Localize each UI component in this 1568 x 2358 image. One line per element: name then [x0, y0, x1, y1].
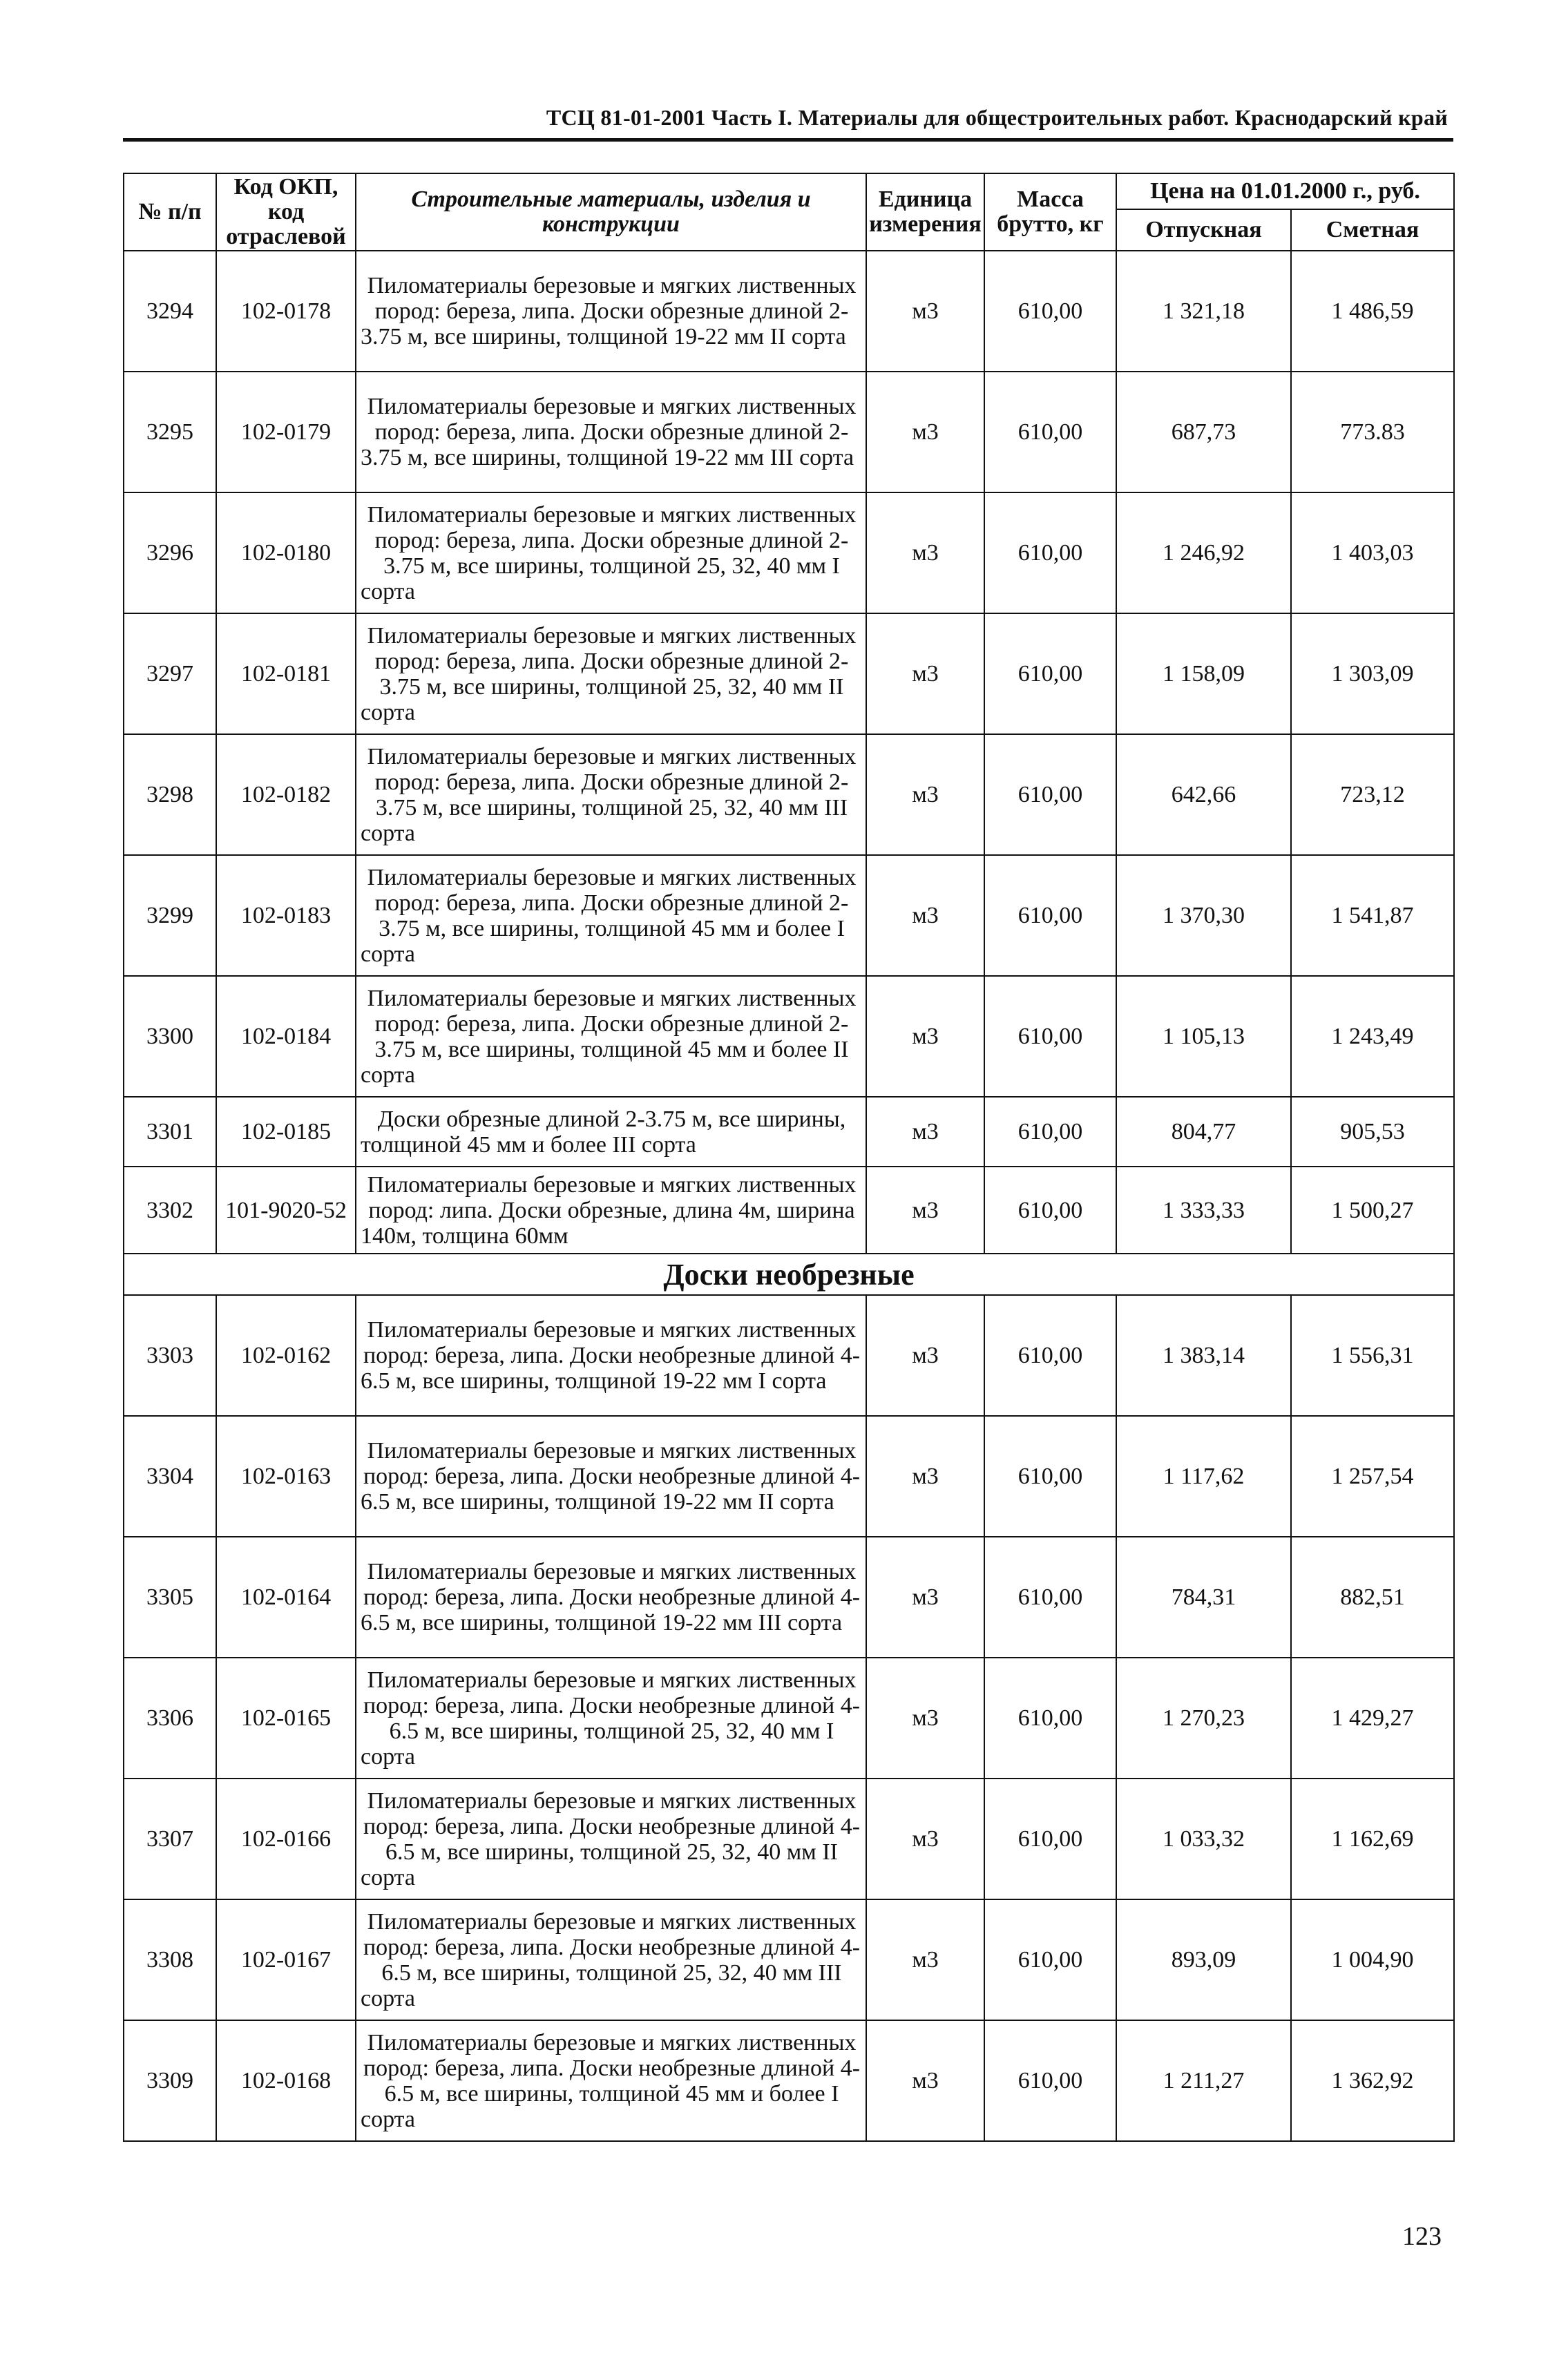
row-estimate-price: 773.83	[1291, 372, 1454, 492]
row-code: 102-0182	[216, 734, 356, 855]
row-estimate-price: 905,53	[1291, 1097, 1454, 1167]
row-unit: м3	[866, 613, 984, 734]
row-estimate-price: 1 162,69	[1291, 1779, 1454, 1899]
row-description: Пиломатериалы березовые и мягких лиственных пород: береза, липа. Доски необрезные длиной 4-6.5 м, все ширины, толщиной 25, 32, 40 мм I сорта	[356, 1658, 866, 1779]
row-estimate-price: 882,51	[1291, 1537, 1454, 1658]
row-num: 3305	[124, 1537, 216, 1658]
row-num: 3296	[124, 492, 216, 613]
row-code: 102-0181	[216, 613, 356, 734]
row-description: Пиломатериалы березовые и мягких лиственных пород: береза, липа. Доски необрезные длиной 4-6.5 м, все ширины, толщиной 45 мм и более I сорта	[356, 2020, 866, 2141]
row-unit: м3	[866, 492, 984, 613]
table-row	[124, 855, 1454, 976]
row-code: 102-0183	[216, 855, 356, 976]
row-num: 3309	[124, 2020, 216, 2141]
row-num: 3303	[124, 1295, 216, 1416]
table-row	[124, 1295, 1454, 1416]
table-row	[124, 2020, 1454, 2141]
row-num: 3299	[124, 855, 216, 976]
row-release-price: 1 333,33	[1116, 1167, 1291, 1254]
row-release-price: 804,77	[1116, 1097, 1291, 1167]
row-code: 102-0165	[216, 1658, 356, 1779]
row-release-price: 642,66	[1116, 734, 1291, 855]
row-num: 3306	[124, 1658, 216, 1779]
row-num: 3307	[124, 1779, 216, 1899]
row-code: 102-0162	[216, 1295, 356, 1416]
row-estimate-price: 1 429,27	[1291, 1658, 1454, 1779]
row-code: 102-0184	[216, 976, 356, 1097]
row-code: 102-0164	[216, 1537, 356, 1658]
row-unit: м3	[866, 1416, 984, 1537]
row-description: Пиломатериалы березовые и мягких лиственных пород: береза, липа. Доски необрезные длиной 4-6.5 м, все ширины, толщиной 19-22 мм I сорта	[356, 1295, 866, 1416]
row-estimate-price: 1 243,49	[1291, 976, 1454, 1097]
row-estimate-price: 1 500,27	[1291, 1167, 1454, 1254]
col-header-price-group: Цена на 01.01.2000 г., руб.	[1116, 173, 1454, 209]
row-mass: 610,00	[984, 372, 1116, 492]
header-divider	[123, 138, 1453, 142]
row-unit: м3	[866, 1537, 984, 1658]
row-unit: м3	[866, 855, 984, 976]
row-code: 102-0178	[216, 251, 356, 372]
row-release-price: 1 211,27	[1116, 2020, 1291, 2141]
col-header-material: Строительные материалы, изделия и конструкции	[356, 173, 866, 251]
row-num: 3302	[124, 1167, 216, 1254]
row-estimate-price: 723,12	[1291, 734, 1454, 855]
row-release-price: 1 383,14	[1116, 1295, 1291, 1416]
row-description: Пиломатериалы березовые и мягких лиственных пород: береза, липа. Доски обрезные длиной 2-3.75 м, все ширины, толщиной 19-22 мм III сорта	[356, 372, 866, 492]
row-description: Пиломатериалы березовые и мягких лиственных пород: береза, липа. Доски обрезные длиной 2-3.75 м, все ширины, толщиной 25, 32, 40 мм II сорта	[356, 613, 866, 734]
row-description: Пиломатериалы березовые и мягких лиственных пород: береза, липа. Доски обрезные длиной 2-3.75 м, все ширины, толщиной 45 мм и более II сорта	[356, 976, 866, 1097]
col-header-unit: Единица измерения	[866, 173, 984, 251]
row-release-price: 784,31	[1116, 1537, 1291, 1658]
table-row	[124, 1658, 1454, 1779]
row-release-price: 687,73	[1116, 372, 1291, 492]
table-row	[124, 1097, 1454, 1167]
table-row	[124, 976, 1454, 1097]
row-unit: м3	[866, 734, 984, 855]
row-release-price: 1 105,13	[1116, 976, 1291, 1097]
row-estimate-price: 1 257,54	[1291, 1416, 1454, 1537]
table-row	[124, 492, 1454, 613]
row-release-price: 1 246,92	[1116, 492, 1291, 613]
row-code: 102-0166	[216, 1779, 356, 1899]
row-num: 3295	[124, 372, 216, 492]
row-release-price: 1 321,18	[1116, 251, 1291, 372]
row-mass: 610,00	[984, 1537, 1116, 1658]
row-mass: 610,00	[984, 2020, 1116, 2141]
page-number: 123	[1402, 2222, 1442, 2251]
row-mass: 610,00	[984, 492, 1116, 613]
row-description: Пиломатериалы березовые и мягких лиственных пород: береза, липа. Доски обрезные длиной 2-3.75 м, все ширины, толщиной 25, 32, 40 мм III сорта	[356, 734, 866, 855]
table-row	[124, 1416, 1454, 1537]
row-description: Доски обрезные длиной 2-3.75 м, все ширины, толщиной 45 мм и более III сорта	[356, 1097, 866, 1167]
row-unit: м3	[866, 2020, 984, 2141]
row-description: Пиломатериалы березовые и мягких лиственных пород: береза, липа. Доски обрезные длиной 2-3.75 м, все ширины, толщиной 25, 32, 40 мм I сорта	[356, 492, 866, 613]
row-mass: 610,00	[984, 1899, 1116, 2020]
row-num: 3297	[124, 613, 216, 734]
row-release-price: 1 033,32	[1116, 1779, 1291, 1899]
col-header-estimate: Сметная	[1291, 209, 1454, 251]
row-code: 102-0179	[216, 372, 356, 492]
row-release-price: 1 270,23	[1116, 1658, 1291, 1779]
section-title: Доски необрезные	[124, 1254, 1454, 1295]
row-code: 102-0168	[216, 2020, 356, 2141]
row-description: Пиломатериалы березовые и мягких лиственных пород: береза, липа. Доски необрезные длиной 4-6.5 м, все ширины, толщиной 19-22 мм III сорта	[356, 1537, 866, 1658]
table-row	[124, 1167, 1454, 1254]
row-estimate-price: 1 486,59	[1291, 251, 1454, 372]
row-description: Пиломатериалы березовые и мягких лиственных пород: береза, липа. Доски необрезные длиной 4-6.5 м, все ширины, толщиной 25, 32, 40 мм II сорта	[356, 1779, 866, 1899]
row-code: 102-0163	[216, 1416, 356, 1537]
row-release-price: 1 158,09	[1116, 613, 1291, 734]
row-num: 3300	[124, 976, 216, 1097]
table-row	[124, 1899, 1454, 2020]
row-num: 3301	[124, 1097, 216, 1167]
row-description: Пиломатериалы березовые и мягких лиственных пород: береза, липа. Доски необрезные длиной 4-6.5 м, все ширины, толщиной 19-22 мм II сорта	[356, 1416, 866, 1537]
row-mass: 610,00	[984, 1097, 1116, 1167]
table-row	[124, 613, 1454, 734]
row-mass: 610,00	[984, 1416, 1116, 1537]
table-row	[124, 251, 1454, 372]
row-estimate-price: 1 556,31	[1291, 1295, 1454, 1416]
row-num: 3294	[124, 251, 216, 372]
table-row	[124, 1779, 1454, 1899]
row-mass: 610,00	[984, 976, 1116, 1097]
row-code: 101-9020-52	[216, 1167, 356, 1254]
row-code: 102-0185	[216, 1097, 356, 1167]
row-mass: 610,00	[984, 251, 1116, 372]
row-mass: 610,00	[984, 1295, 1116, 1416]
price-table	[123, 173, 1455, 2142]
row-num: 3298	[124, 734, 216, 855]
col-header-mass: Масса брутто, кг	[984, 173, 1116, 251]
row-unit: м3	[866, 1899, 984, 2020]
col-header-release: Отпускная	[1116, 209, 1291, 251]
row-unit: м3	[866, 1097, 984, 1167]
row-estimate-price: 1 541,87	[1291, 855, 1454, 976]
section-row	[124, 1254, 1454, 1295]
row-unit: м3	[866, 1295, 984, 1416]
row-num: 3308	[124, 1899, 216, 2020]
row-description: Пиломатериалы березовые и мягких лиственных пород: береза, липа. Доски необрезные длиной 4-6.5 м, все ширины, толщиной 25, 32, 40 мм III сорта	[356, 1899, 866, 2020]
col-header-num: № п/п	[124, 173, 216, 251]
col-header-code: Код ОКП, код отраслевой	[216, 173, 356, 251]
row-unit: м3	[866, 251, 984, 372]
row-release-price: 893,09	[1116, 1899, 1291, 2020]
page-header-title: ТСЦ 81-01-2001 Часть I. Материалы для общестроительных работ. Краснодарский край	[546, 105, 1448, 130]
row-mass: 610,00	[984, 1167, 1116, 1254]
row-mass: 610,00	[984, 1779, 1116, 1899]
row-estimate-price: 1 403,03	[1291, 492, 1454, 613]
row-estimate-price: 1 004,90	[1291, 1899, 1454, 2020]
row-num: 3304	[124, 1416, 216, 1537]
row-mass: 610,00	[984, 613, 1116, 734]
row-estimate-price: 1 303,09	[1291, 613, 1454, 734]
row-code: 102-0167	[216, 1899, 356, 2020]
row-mass: 610,00	[984, 1658, 1116, 1779]
table-row	[124, 734, 1454, 855]
row-unit: м3	[866, 1779, 984, 1899]
row-mass: 610,00	[984, 855, 1116, 976]
row-unit: м3	[866, 372, 984, 492]
table-row	[124, 1537, 1454, 1658]
row-code: 102-0180	[216, 492, 356, 613]
row-unit: м3	[866, 1167, 984, 1254]
table-row	[124, 372, 1454, 492]
row-description: Пиломатериалы березовые и мягких лиственных пород: липа. Доски обрезные, длина 4м, ширина 140м, толщина 60мм	[356, 1167, 866, 1254]
row-mass: 610,00	[984, 734, 1116, 855]
row-unit: м3	[866, 976, 984, 1097]
row-release-price: 1 370,30	[1116, 855, 1291, 976]
row-unit: м3	[866, 1658, 984, 1779]
row-estimate-price: 1 362,92	[1291, 2020, 1454, 2141]
row-release-price: 1 117,62	[1116, 1416, 1291, 1537]
row-description: Пиломатериалы березовые и мягких лиственных пород: береза, липа. Доски обрезные длиной 2-3.75 м, все ширины, толщиной 19-22 мм II сорта	[356, 251, 866, 372]
row-description: Пиломатериалы березовые и мягких лиственных пород: береза, липа. Доски обрезные длиной 2-3.75 м, все ширины, толщиной 45 мм и более I сорта	[356, 855, 866, 976]
